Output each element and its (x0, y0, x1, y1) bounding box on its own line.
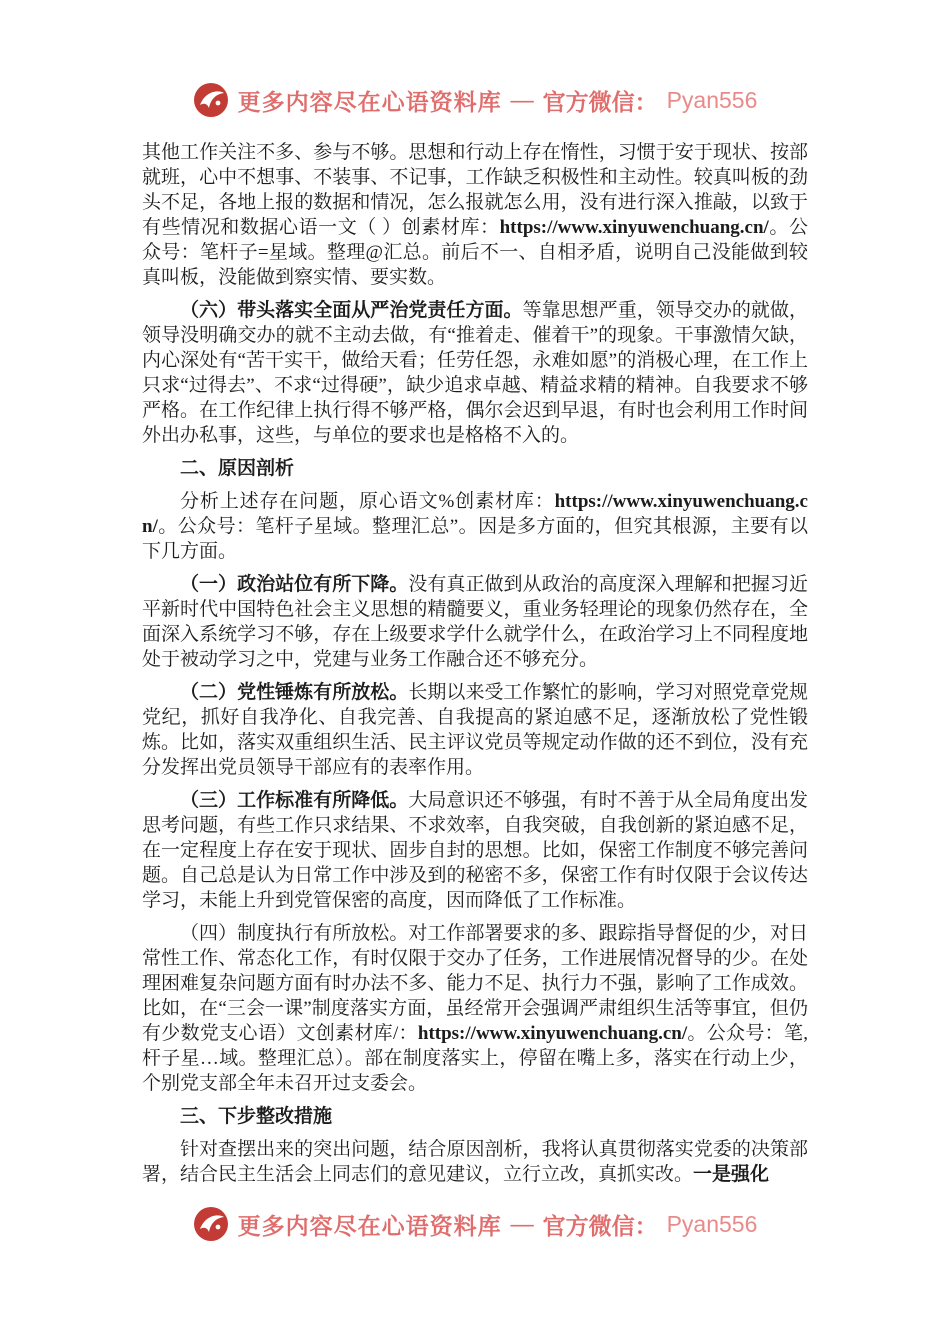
body-text: 大局意识还不够强，有时不善于从全局角度出发思考问题，有些工作只求结果、不求效率，自我突破，自我创新的紧迫感不足，在一定程度上存在安于现状、固步自封的思想。比如，保密工作制度不够完善问题。自己总是认为日常工作中涉及到的秘密不多，保密工作有时仅限于会议传达学习，未能上升到党管保密的高度，因而降低了工作标准。 (142, 790, 808, 911)
header-watermark (0, 82, 950, 118)
footer-watermark (0, 1206, 950, 1242)
body-text: （四）制度执行有所放松。对工作部署要求的多、跟踪指导督促的少，对日常性工作、常态化工作，有时仅限于交办了任务，工作进展情况督导的少。在处理困难复杂问题方面有时办法不多、能力不足、执行力不强，影响了工作成效。比如，在“三会一课”制度落实方面，虽经常开会强调严肃组织生活等事宜，但仍有少数党支心语）文创素材库/： (142, 923, 808, 1044)
document-body (142, 140, 808, 1195)
section-heading (142, 1104, 808, 1129)
paragraph (142, 298, 808, 448)
body-text: 。公众号：笔杆子=星域。整理@汇总。前后不一、自相矛盾，说明自己没能做到较真叫板，没能做到察实情、要实数。 (142, 217, 808, 288)
emphasis-text: 一是强化 (693, 1164, 770, 1185)
emphasis-text: 三、下步整改措施 (180, 1106, 333, 1127)
paragraph (142, 788, 808, 913)
brand-text: 更多内容尽在心语资料库 (237, 89, 502, 115)
paragraph (142, 572, 808, 672)
paragraph (142, 489, 808, 564)
brand-separator: — (510, 87, 534, 112)
body-text: 其他工作关注不多、参与不够。思想和行动上存在惰性，习惯于安于现状、按部就班，心中不想事、不装事、不记事，工作缺乏积极性和主动性。较真叫板的劲头不足，各地上报的数据和情况，怎么报就怎么用，没有进行深入推敲，以致于有些情况和数据心语一文（ ）创素材库： (142, 142, 808, 238)
paragraph (142, 921, 808, 1096)
emphasis-text: （三）工作标准有所降低。 (180, 790, 409, 811)
paragraph (142, 680, 808, 780)
brand-logo-icon (193, 1206, 229, 1242)
emphasis-text: https://www.xinyuwenchuang.cn/ (417, 1023, 688, 1044)
emphasis-text: （二）党性锤炼有所放松。 (180, 682, 409, 703)
body-text: 没有真正做到从政治的高度深入理解和把握习近平新时代中国特色社会主义思想的精髓要义，重业务轻理论的现象仍然存在，全面深入系统学习不够，存在上级要求学什么就学什么，在政治学习上不同程度地处于被动学习之中，党建与业务工作融合还不够充分。 (142, 574, 808, 670)
brand-wechat-id: Pyan556 (666, 1210, 758, 1237)
emphasis-text: （一）政治站位有所下降。 (180, 574, 409, 595)
emphasis-text: https://www.xinyuwenchuang.cn/ (142, 491, 808, 537)
brand-text: 更多内容尽在心语资料库 (237, 1213, 502, 1239)
body-text: 分析上述存在问题，原心语文%创素材库： (180, 491, 555, 512)
brand-wechat-id: Pyan556 (666, 86, 758, 113)
section-heading (142, 456, 808, 481)
emphasis-text: （六）带头落实全面从严治党责任方面。 (180, 300, 523, 321)
brand-wechat-label: 官方微信： (542, 89, 658, 115)
body-text: 。公众号：笔,杆子星…域。整理汇总）。部在制度落实上，停留在嘴上多，落实在行动上少，个别党支部全年未召开过支委会。 (142, 1023, 808, 1094)
paragraph (142, 140, 808, 290)
brand-separator: — (510, 1211, 534, 1236)
paragraph (142, 1137, 808, 1187)
body-text: 针对查摆出来的突出问题，结合原因剖析，我将认真贯彻落实党委的决策部署，结合民主生活会上同志们的意见建议，立行立改，真抓实改。 (142, 1139, 808, 1185)
emphasis-text: https://www.xinyuwenchuang.cn/ (499, 217, 769, 238)
brand-wechat-label: 官方微信： (542, 1213, 658, 1239)
body-text: 等靠思想严重，领导交办的就做，领导没明确交办的就不主动去做，有“推着走、催着干”的现象。干事激情欠缺，内心深处有“苦干实干，做给天看；任劳任怨，永难如愿”的消极心理，在工作上只求“过得去”、不求“过得硬”，缺少追求卓越、精益求精的精神。自我要求不够严格。在工作纪律上执行得不够严格，偶尔会迟到早退，有时也会利用工作时间外出办私事，这些，与单位的要求也是格格不入的。 (142, 300, 808, 446)
body-text: 长期以来受工作繁忙的影响，学习对照党章党规党纪，抓好自我净化、自我完善、自我提高的紧迫感不足，逐渐放松了党性锻炼。比如，落实双重组织生活、民主评议党员等规定动作做的还不到位，没有充分发挥出党员领导干部应有的表率作用。 (142, 682, 808, 778)
emphasis-text: 二、原因剖析 (180, 458, 295, 479)
brand-logo-icon (193, 82, 229, 118)
body-text: 。公众号：笔杆子星域。整理汇总”。因是多方面的，但究其根源，主要有以下几方面。 (142, 516, 808, 562)
